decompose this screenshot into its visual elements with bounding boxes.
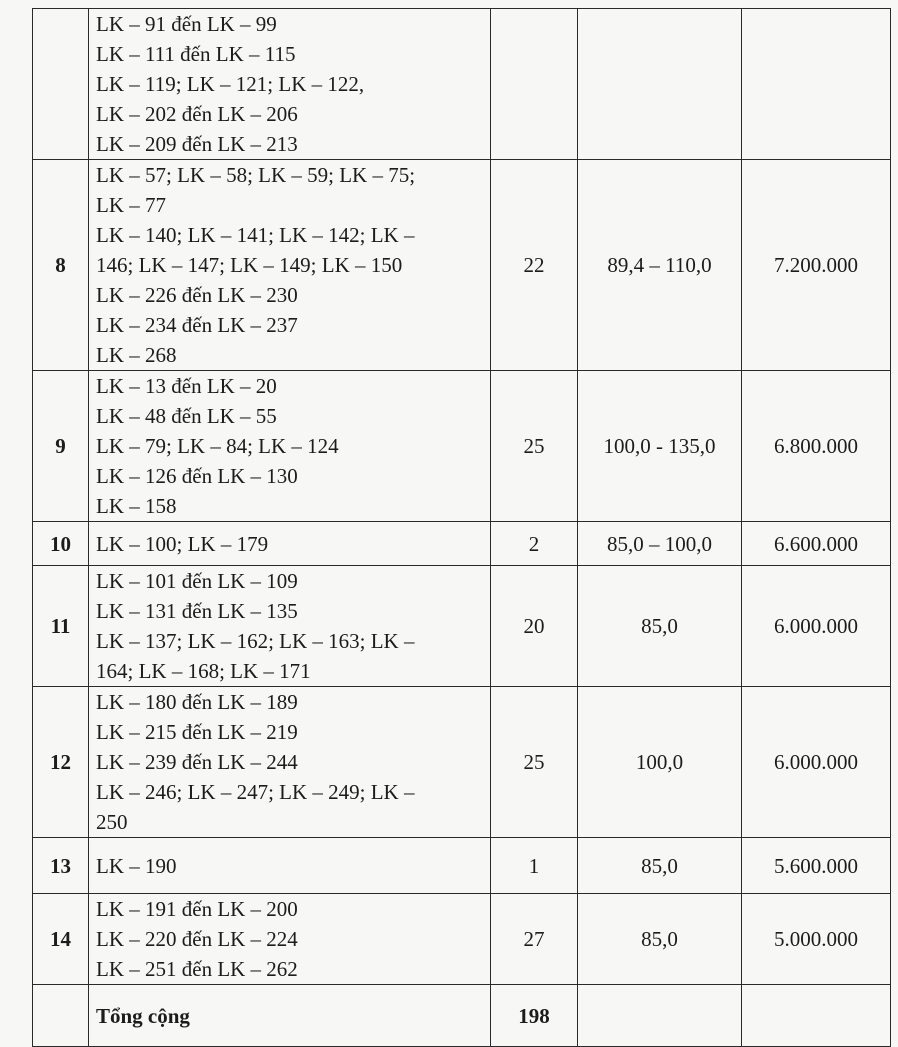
lot-line: LK – 158 (96, 494, 177, 518)
area-range: 85,0 (578, 566, 742, 687)
lot-line: LK – 251 đến LK – 262 (96, 957, 298, 981)
row-number: 9 (33, 371, 89, 522)
land-lot-table (32, 8, 891, 1047)
lot-line: LK – 202 đến LK – 206 (96, 102, 298, 126)
table-row (33, 160, 891, 371)
lot-count: 25 (491, 687, 578, 838)
row-number: 11 (33, 566, 89, 687)
lot-line: LK – 190 (96, 853, 177, 878)
lot-line: LK – 101 đến LK – 109 (96, 569, 298, 593)
lot-line: LK – 140; LK – 141; LK – 142; LK – (96, 223, 415, 247)
lot-line: 164; LK – 168; LK – 171 (96, 659, 311, 683)
lot-line: LK – 137; LK – 162; LK – 163; LK – (96, 629, 415, 653)
lot-count: 2 (491, 522, 578, 566)
total-empty-cell (33, 985, 89, 1047)
unit-price: 6.000.000 (742, 687, 891, 838)
unit-price: 6.000.000 (742, 566, 891, 687)
area-range: 100,0 (578, 687, 742, 838)
lot-line: LK – 91 đến LK – 99 (96, 12, 277, 36)
total-count: 198 (491, 985, 578, 1047)
lot-line: LK – 239 đến LK – 244 (96, 750, 298, 774)
lot-line: LK – 234 đến LK – 237 (96, 313, 298, 337)
row-number: 8 (33, 160, 89, 371)
lot-count: 27 (491, 894, 578, 985)
row-number: 13 (33, 838, 89, 894)
lot-list-cell (89, 160, 491, 371)
total-empty-cell (742, 985, 891, 1047)
table-body (33, 9, 891, 1047)
unit-price: 6.800.000 (742, 371, 891, 522)
lot-line: LK – 209 đến LK – 213 (96, 132, 298, 156)
table-row (33, 9, 891, 160)
lot-line: LK – 119; LK – 121; LK – 122, (96, 72, 365, 96)
lot-list-cell (89, 9, 491, 160)
table-row (33, 371, 891, 522)
area-range: 85,0 – 100,0 (578, 522, 742, 566)
table-row (33, 894, 891, 985)
table-row (33, 838, 891, 894)
row-number: 12 (33, 687, 89, 838)
table-row (33, 687, 891, 838)
area-range: 89,4 – 110,0 (578, 160, 742, 371)
lot-list-cell (89, 371, 491, 522)
lot-line: LK – 111 đến LK – 115 (96, 42, 296, 66)
lot-line: LK – 226 đến LK – 230 (96, 283, 298, 307)
table-row (33, 566, 891, 687)
lot-list-cell (89, 894, 491, 985)
area-range: 85,0 (578, 838, 742, 894)
lot-list-cell (89, 522, 491, 566)
lot-line: LK – 126 đến LK – 130 (96, 464, 298, 488)
lot-line: LK – 79; LK – 84; LK – 124 (96, 434, 339, 458)
lot-line: LK – 131 đến LK – 135 (96, 599, 298, 623)
unit-price: 7.200.000 (742, 160, 891, 371)
lot-line: LK – 77 (96, 193, 166, 217)
lot-list-cell (89, 838, 491, 894)
lot-line: 250 (96, 810, 128, 834)
lot-line: LK – 220 đến LK – 224 (96, 927, 298, 951)
lot-line: LK – 13 đến LK – 20 (96, 374, 277, 398)
lot-line: LK – 191 đến LK – 200 (96, 897, 298, 921)
lot-count: 1 (491, 838, 578, 894)
unit-price: 5.600.000 (742, 838, 891, 894)
lot-count: 20 (491, 566, 578, 687)
lot-list-cell (89, 687, 491, 838)
lot-list-cell (89, 566, 491, 687)
unit-price: 6.600.000 (742, 522, 891, 566)
lot-line: LK – 100; LK – 179 (96, 531, 269, 556)
lot-line: LK – 268 (96, 343, 177, 367)
area-range (578, 9, 742, 160)
row-number (33, 9, 89, 160)
lot-count: 22 (491, 160, 578, 371)
total-empty-cell (578, 985, 742, 1047)
table-row (33, 522, 891, 566)
lot-count (491, 9, 578, 160)
total-label: Tổng cộng (89, 985, 491, 1047)
lot-count: 25 (491, 371, 578, 522)
unit-price (742, 9, 891, 160)
row-number: 10 (33, 522, 89, 566)
row-number: 14 (33, 894, 89, 985)
lot-line: LK – 57; LK – 58; LK – 59; LK – 75; (96, 163, 416, 187)
lot-line: 146; LK – 147; LK – 149; LK – 150 (96, 253, 403, 277)
lot-line: LK – 48 đến LK – 55 (96, 404, 277, 428)
lot-line: LK – 215 đến LK – 219 (96, 720, 298, 744)
area-range: 85,0 (578, 894, 742, 985)
unit-price: 5.000.000 (742, 894, 891, 985)
total-row (33, 985, 891, 1047)
lot-line: LK – 180 đến LK – 189 (96, 690, 298, 714)
area-range: 100,0 - 135,0 (578, 371, 742, 522)
lot-line: LK – 246; LK – 247; LK – 249; LK – (96, 780, 415, 804)
